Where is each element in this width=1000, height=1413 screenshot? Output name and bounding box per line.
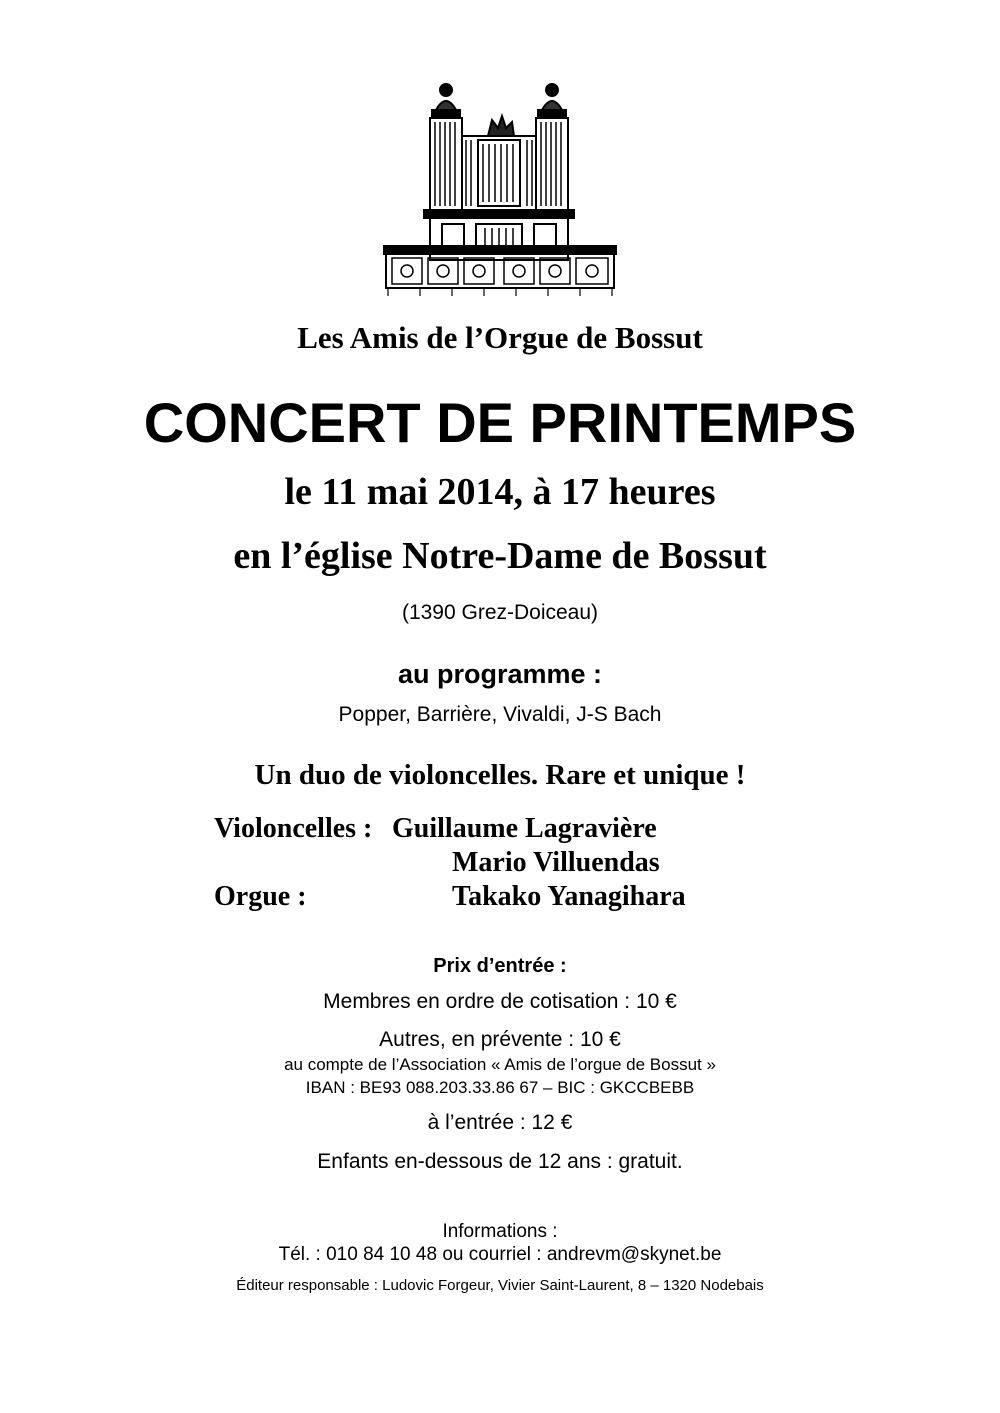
info-heading: Informations : [442, 1221, 558, 1242]
publisher-line: Éditeur responsable : Ludovic Forgeur, Vivier Saint-Laurent, 8 – 1320 Nodebais [236, 1277, 764, 1294]
cellist-1: Guillaume Lagravière [392, 813, 657, 844]
event-location: (1390 Grez-Doiceau) [401, 601, 599, 624]
price-at-door: à l’entrée : 12 € [427, 1111, 573, 1134]
pricing-heading: Prix d’entrée : [433, 955, 567, 977]
event-title: CONCERT DE PRINTEMPS [143, 391, 857, 454]
iban-bic: IBAN : BE93 088.203.33.86 67 – BIC : GKCCBEBB [305, 1078, 695, 1097]
event-venue: en l’église Notre-Dame de Bossut [233, 535, 767, 577]
price-presale: Autres, en prévente : 10 € [379, 1028, 621, 1051]
event-date-time: le 11 mai 2014, à 17 heures [284, 471, 716, 513]
bank-account-note: au compte de l’Association « Amis de l’orgue de Bossut » [284, 1055, 716, 1074]
organization-name: Les Amis de l’Orgue de Bossut [297, 320, 703, 355]
price-members: Membres en ordre de cotisation : 10 € [323, 990, 677, 1013]
organ-illustration [380, 78, 620, 300]
organ-label: Orgue : [214, 881, 307, 912]
cellist-2: Mario Villuendas [452, 847, 660, 878]
program-composers: Popper, Barrière, Vivaldi, J-S Bach [338, 703, 662, 726]
organist: Takako Yanagihara [452, 881, 686, 912]
program-heading: au programme : [397, 659, 603, 689]
cello-label: Violoncelles : [214, 813, 373, 844]
tagline: Un duo de violoncelles. Rare et unique ! [254, 759, 746, 791]
price-children: Enfants en-dessous de 12 ans : gratuit. [317, 1150, 683, 1173]
contact-line: Tél. : 010 84 10 48 ou courriel : andrevm@skynet.be [278, 1244, 722, 1265]
